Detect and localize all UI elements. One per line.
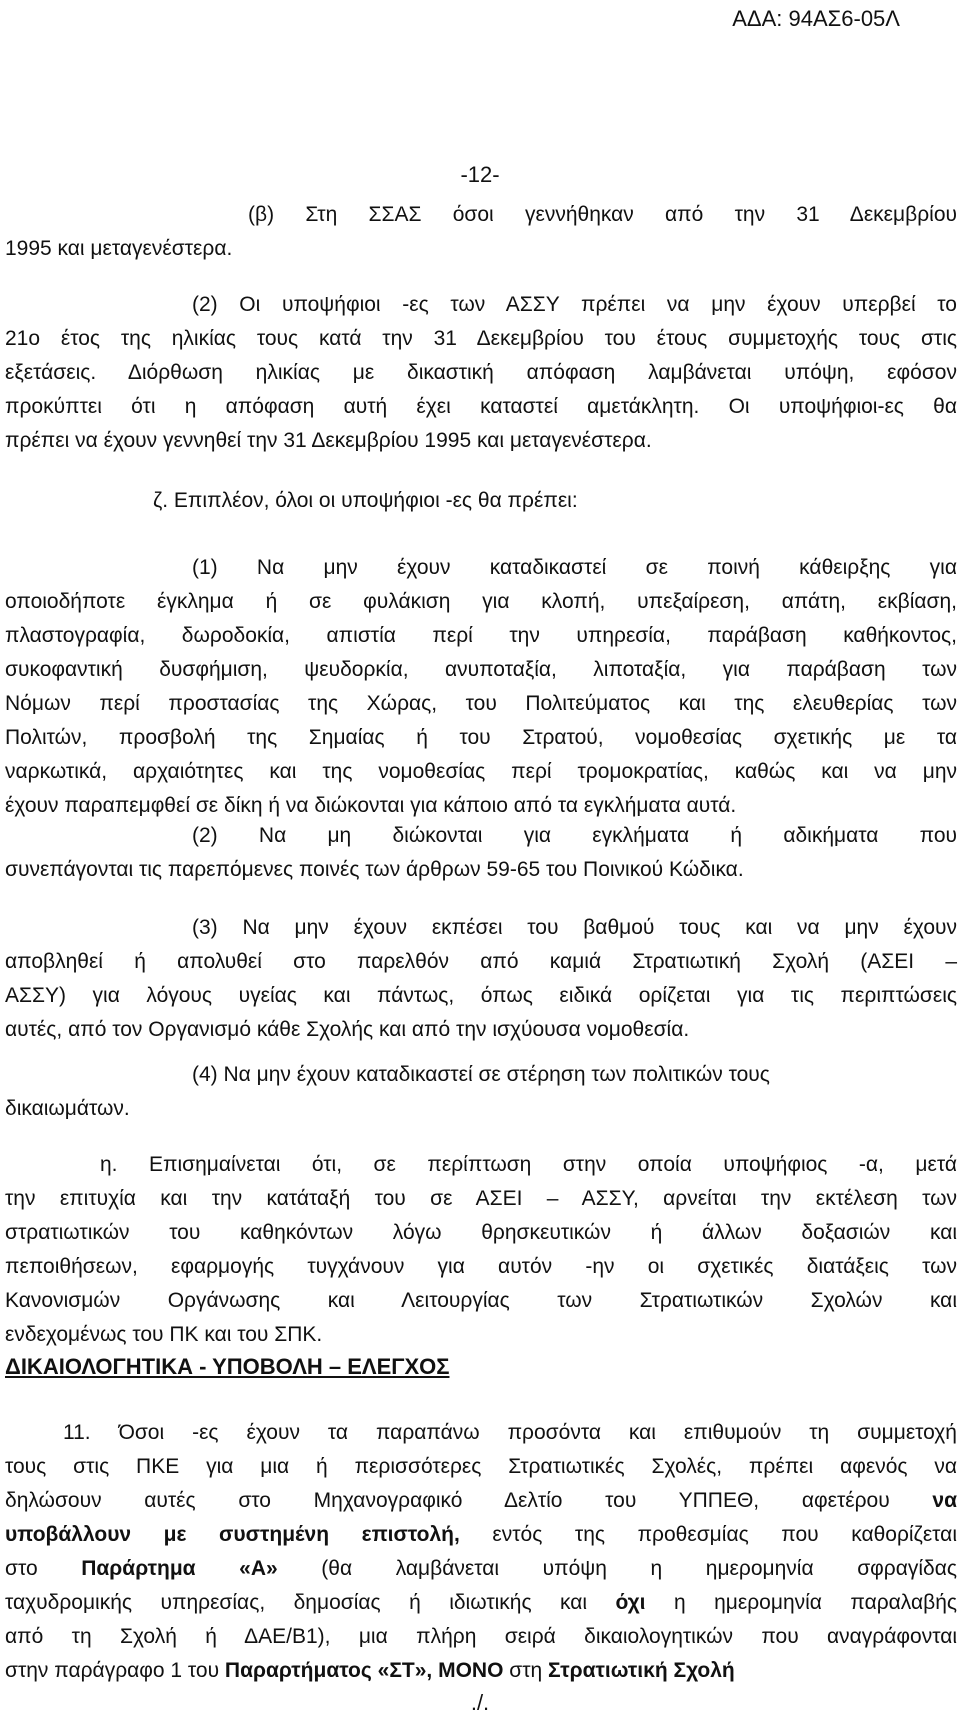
paragraph-eta bbox=[5, 1148, 957, 1352]
bold-text: όχι bbox=[615, 1591, 646, 1614]
text-run: η ημερομηνία παραλαβής bbox=[645, 1591, 957, 1614]
paragraph-z bbox=[5, 484, 957, 518]
text-run: ταχυδρομικής υπηρεσίας, δημοσίας ή ιδιωτικής και bbox=[5, 1591, 616, 1614]
text-run: (θα λαμβάνεται υπόψη η ημερομηνία σφραγίδας bbox=[277, 1557, 957, 1580]
text-line bbox=[5, 1586, 957, 1620]
text-line: πεποιθήσεων, εφαρμογής τυγχάνουν για αυτόν -ην οι σχετικές διατάξεις των bbox=[5, 1255, 957, 1278]
bold-text: Παράρτημα «Α» bbox=[81, 1557, 278, 1580]
text-line: από τη Σχολή ή ΔΑΕ/Β1), μια πλήρη σειρά δικαιολογητικών που αναγράφονται bbox=[5, 1625, 957, 1648]
ada-code: ΑΔΑ: 94ΑΣ6-05Λ bbox=[732, 6, 900, 31]
text-line: ενδεχομένως του ΠΚ και του ΣΠΚ. bbox=[5, 1323, 323, 1346]
text-line: Πολιτών, προσβολή της Σημαίας ή του Στρατού, νομοθεσίας σχετικής με τα bbox=[5, 726, 957, 749]
text-line: προκύπτει ότι η απόφαση αυτή έχει καταστεί αμετάκλητη. Οι υποψήφιοι-ες θα bbox=[5, 395, 957, 418]
bold-text: να bbox=[932, 1489, 957, 1512]
text-line: 21ο έτος της ηλικίας τους κατά την 31 Δεκεμβρίου του έτους συμμετοχής τους στις bbox=[5, 327, 957, 350]
text-line: (4) Να μην έχουν καταδικαστεί σε στέρηση των πολιτικών τους bbox=[192, 1063, 770, 1086]
text-line: οποιοδήποτε έγκλημα ή σε φυλάκιση για κλοπή, υπεξαίρεση, απάτη, εκβίαση, bbox=[5, 590, 957, 613]
text-run: στη bbox=[503, 1659, 549, 1682]
text-line: πλαστογραφία, δωροδοκία, απιστία περί την υπηρεσία, παράβαση καθήκοντος, bbox=[5, 624, 957, 647]
bold-text: Παραρτήματος «ΣΤ», ΜΟΝΟ bbox=[224, 1659, 504, 1682]
text-line: Κανονισμών Οργάνωσης και Λειτουργίας των Στρατιωτικών Σχολών και bbox=[5, 1289, 957, 1312]
text-line: τους στις ΠΚΕ για μια ή περισσότερες Στρατιωτικές Σχολές, πρέπει αφενός να bbox=[5, 1455, 957, 1478]
paragraph-z-3 bbox=[5, 911, 957, 1047]
text-line: ζ. Επιπλέον, όλοι οι υποψήφιοι -ες θα πρέπει: bbox=[153, 489, 578, 512]
text-run: εντός της προθεσμίας που καθορίζεται bbox=[459, 1523, 957, 1546]
text-line bbox=[5, 1518, 957, 1552]
text-run: δηλώσουν αυτές στο Μηχανογραφικό Δελτίο του ΥΠΠΕΘ, αφετέρου bbox=[5, 1489, 933, 1512]
text-line: στρατιωτικών του καθηκόντων λόγω θρησκευτικών ή άλλων δοξασιών και bbox=[5, 1221, 957, 1244]
text-line: δικαιωμάτων. bbox=[5, 1097, 130, 1120]
text-line: συκοφαντική δυσφήμιση, ψευδορκία, ανυποταξία, λιποταξία, για παράβαση των bbox=[5, 658, 957, 681]
paragraph-b bbox=[5, 198, 957, 266]
section-heading: ΔΙΚΑΙΟΛΟΓΗΤΙΚΑ - ΥΠΟΒΟΛΗ – ΕΛΕΓΧΟΣ bbox=[5, 1354, 450, 1379]
paragraph-z-2 bbox=[5, 819, 957, 887]
continuation-mark: ./. bbox=[470, 1690, 490, 1715]
text-line: (3) Να μην έχουν εκπέσει του βαθμού τους και να μην έχουν bbox=[192, 916, 957, 939]
paragraph-2-age bbox=[5, 288, 957, 458]
text-line: την επιτυχία και την κατάταξή του σε ΑΣΕΙ – ΑΣΣΥ, αρνείται την εκτέλεση των bbox=[5, 1187, 957, 1210]
text-line bbox=[5, 1484, 957, 1518]
text-line bbox=[5, 1654, 957, 1688]
text-line: εξετάσεις. Διόρθωση ηλικίας με δικαστική απόφαση λαμβάνεται υπόψη, εφόσον bbox=[5, 361, 957, 384]
text-line: (1) Να μην έχουν καταδικαστεί σε ποινή κάθειρξης για bbox=[192, 556, 957, 579]
bold-text: Στρατιωτική Σχολή bbox=[548, 1659, 735, 1682]
text-line: αυτές, από τον Οργανισμό κάθε Σχολής και από την ισχύουσα νομοθεσία. bbox=[5, 1018, 690, 1041]
text-line: (2) Να μη διώκονται για εγκλήματα ή αδικήματα που bbox=[192, 824, 957, 847]
text-run: στην παράγραφο 1 του bbox=[5, 1659, 225, 1682]
text-line bbox=[5, 1552, 957, 1586]
paragraph-z-1 bbox=[5, 551, 957, 823]
text-line: συνεπάγονται τις παρεπόμενες ποινές των άρθρων 59-65 του Ποινικού Κώδικα. bbox=[5, 858, 744, 881]
page-number: -12- bbox=[460, 162, 500, 187]
bold-text: υποβάλλουν με συστημένη επιστολή, bbox=[5, 1523, 460, 1546]
text-line: έχουν παραπεμφθεί σε δίκη ή να διώκονται για κάποιο από τα εγκλήματα αυτά. bbox=[5, 794, 737, 817]
text-line: αποβληθεί ή απολυθεί στο παρελθόν από καμιά Στρατιωτική Σχολή (ΑΣΕΙ – bbox=[5, 950, 957, 973]
text-line: ναρκωτικά, αρχαιότητες και της νομοθεσίας περί τρομοκρατίας, καθώς και να μην bbox=[5, 760, 957, 783]
paragraph-11 bbox=[5, 1416, 957, 1688]
paragraph-z-4 bbox=[5, 1058, 957, 1126]
text-line: (β) Στη ΣΣΑΣ όσοι γεννήθηκαν από την 31 Δεκεμβρίου bbox=[248, 203, 957, 226]
text-line: η. Επισημαίνεται ότι, σε περίπτωση στην οποία υποψήφιος -α, μετά bbox=[100, 1153, 957, 1176]
text-line: 11. Όσοι -ες έχουν τα παραπάνω προσόντα και επιθυμούν τη συμμετοχή bbox=[63, 1421, 957, 1444]
text-line: 1995 και μεταγενέστερα. bbox=[5, 237, 233, 260]
text-line: (2) Οι υποψήφιοι -ες των ΑΣΣΥ πρέπει να μην έχουν υπερβεί το bbox=[192, 293, 957, 316]
text-line: Νόμων περί προστασίας της Χώρας, του Πολιτεύματος και της ελευθερίας των bbox=[5, 692, 957, 715]
text-line: πρέπει να έχουν γεννηθεί την 31 Δεκεμβρίου 1995 και μεταγενέστερα. bbox=[5, 429, 652, 452]
text-line: ΑΣΣΥ) για λόγους υγείας και πάντως, όπως ειδικά ορίζεται για τις περιπτώσεις bbox=[5, 984, 957, 1007]
text-run: στο bbox=[5, 1557, 82, 1580]
